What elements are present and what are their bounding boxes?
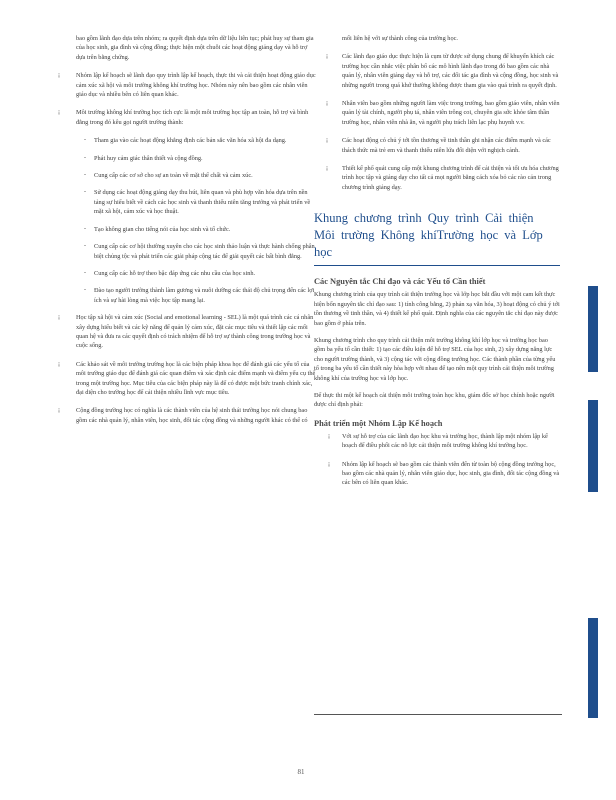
- bullet-marker-icon: ¡: [58, 314, 60, 321]
- bullet-trauma-informed: [314, 136, 560, 155]
- bullet-marker-icon: ¡: [326, 165, 328, 172]
- sub-item-text: Tham gia vào các hoạt động khẳng định các bản sắc văn hóa xã hội đa dạng.: [94, 137, 287, 145]
- accent-bar-bottom: [588, 618, 598, 718]
- bullet-marker-icon: ¡: [328, 432, 330, 439]
- bullet-positive-climate: [58, 108, 318, 127]
- dash-marker-icon: -: [84, 287, 86, 294]
- dash-marker-icon: -: [84, 154, 86, 161]
- section-heading-main: Khung chương trình Quy trình Cải thiện Môi trường Không khíTrường học và Lớp học: [314, 211, 543, 260]
- bullet-school-community: [58, 406, 318, 425]
- bullet-text: Thiết kế phổ quát cung cấp một khung chương trình để cải thiện và tối ưu hóa chương trình học tập và giảng dạy cho tất cả mọi người bằng cách xóa bỏ các rào cản trong chương trình giảng dạy.: [342, 165, 559, 191]
- sub-item-text: Cung cấp các cơ hội thường xuyên cho các học sinh thảo luận và thực hành chống phân biệt chủng tộc và phát triển các giải pháp cộng tác để giải quyết các bất bình đẳng.: [94, 243, 315, 260]
- sub-item: [58, 286, 318, 305]
- bullet-text: Học tập xã hội và cảm xúc (Social and emotional learning - SEL) là một quá trình các cá nhân xây dựng hiểu biết và các kỹ năng để quản lý cảm xúc, đặt các mục tiêu và thiết lập các mối quan hệ và đưa ra các quyết định có trách nhiệm để hỗ trợ sự thành công trong trường học và cuộc sống.: [76, 314, 314, 350]
- page-number: 81: [297, 768, 305, 776]
- subheading-guiding-principles: Các Nguyên tắc Chỉ đạo và các Yếu tố Cần thiết: [314, 277, 486, 287]
- bullet-universal-design: [314, 164, 560, 192]
- paragraph-superintendent: Để thực thi một kế hoạch cải thiện môi trường toàn học khu, giám đốc sở học chính hoặc người được chỉ định phải:: [314, 391, 555, 409]
- left-intro-continued: bao gồm lãnh đạo dựa trên nhóm; ra quyết định dựa trên dữ liệu liên tục; phát huy sự tham gia của học sinh, gia đình và cộng đồng; thực hiện một chuỗi các hoạt động giảng dạy và hỗ trợ dựa trên bằng chứng.: [76, 35, 314, 61]
- sub-item: [58, 225, 318, 234]
- bullet-marker-icon: ¡: [326, 53, 328, 60]
- bullet-marker-icon: ¡: [58, 72, 60, 79]
- bullet-climate-surveys: [58, 360, 318, 398]
- sub-bullet-text: Với sự hỗ trợ của các lãnh đạo học khu và trường học, thành lập một nhóm lập kế hoạch để điều phối các nỗ lực cải thiện môi trường không khí trường học.: [342, 432, 548, 450]
- bullet-text: Nhóm lập kế hoạch sẽ lãnh đạo quy trình lập kế hoạch, thực thi và cải thiện hoạt động giáo dục cảm xúc xã hội và môi trường không khí trường học. Nhóm này nên bao gồm các nhân viên giáo dục và nhiều bên có liên quan khác.: [76, 72, 316, 99]
- bullet-text: Các hoạt động có chủ ý tới tồn thương về tinh thần ghi nhận các điểm mạnh và các thách thức mà trẻ em và thanh thiếu niên lứa đối diện với nghịch cảnh.: [342, 137, 551, 154]
- right-column: [314, 34, 560, 497]
- sub-item-text: Sử dụng các hoạt động giảng dạy thu hút, liên quan và phù hợp văn hóa dựa trên nền tảng sự hiểu biết về cách các học sinh và thanh thiếu niên tăng trưởng và phát triển về mặt xã hội, cảm xúc và học thuật.: [94, 189, 311, 216]
- bullet-marker-icon: ¡: [326, 100, 328, 107]
- sub-item: [58, 136, 318, 145]
- bullet-marker-icon: ¡: [326, 137, 328, 144]
- bullet-marker-icon: ¡: [58, 407, 60, 414]
- accent-bar-top: [588, 286, 598, 372]
- bullet-marker-icon: ¡: [328, 460, 330, 467]
- heading-rule: [314, 265, 560, 266]
- sub-item-text: Đào tạo người trường thành làm gương và nuôi dưỡng các thái độ chủ trọng đến các lợi ích và sự hài lòng mà việc học tập mang lại.: [94, 287, 315, 304]
- sub-item-text: Cung cấp các cơ sở cho sự an toàn về mặt thể chất và cảm xúc.: [94, 172, 253, 180]
- dash-marker-icon: -: [84, 172, 86, 179]
- bullet-sel-definition: [58, 313, 318, 351]
- sub-item-text: Phát huy cảm giác thân thiết và cộng đồng.: [94, 154, 203, 162]
- bottom-divider: [314, 714, 562, 715]
- dash-marker-icon: -: [84, 189, 86, 196]
- sub-item-text: Tạo không gian cho tiếng nói của học sinh và tổ chức.: [94, 225, 231, 233]
- sub-item: [58, 171, 318, 180]
- dash-marker-icon: -: [84, 243, 86, 250]
- paragraph-principles: Khung chương trình của quy trình cải thiện trường học và lớp học bắt đầu với một cam kết thực hiện bốn nguyên tắc chỉ đạo sau: 1) tính công bằng, 2) phản xạ văn hóa, 3) hoạt động có chủ ý tới tồn thương về tinh thần, và 4) thiết kế phổ quát. Định nghĩa của các nguyên tắc chỉ đạo này được bao gồm ở phía trên.: [314, 291, 560, 327]
- accent-bar-middle: [588, 400, 598, 492]
- bullet-text: Nhân viên bao gồm những người làm việc trong trường, bao gồm giáo viên, nhân viên quản lý tài chính, người phụ tá, nhân viên trông coi, chuyên gia sức khỏe tâm thần trường học, nhân viên nhà ăn, và người phụ trách liên lạc phụ huynh v.v.: [342, 100, 560, 126]
- subheading-planning-team: Phát triển một Nhóm Lập Kế hoạch: [314, 418, 443, 428]
- dash-marker-icon: -: [84, 225, 86, 232]
- bullet-text: Các khảo sát về môi trường trường học là các biện pháp khoa học để đánh giá các yếu tố của môi trường giáo dục để đánh giá các quan điểm và xác định các điểm mạnh và điểm yếu cụ thể trong một trường học. Mục tiêu của các biện pháp này là để có được một bức tranh chính xác, đại diện cho trường học để cải thiện nhiều lĩnh vực mục tiêu.: [76, 360, 316, 396]
- sub-bullet: [314, 432, 560, 451]
- left-column: [58, 34, 318, 434]
- sub-bullet-text: Nhóm lập kế hoạch sẽ bao gồm các thành viên đến từ toàn bộ cộng đồng trường học, bao gồm các nhà quản lý, nhân viên giáo dục, học sinh, gia đình, đối tác cộng đồng và các bên có liên quan khác.: [342, 460, 560, 487]
- right-continued-text: mối liên hệ với sự thành công của trường học.: [342, 35, 458, 42]
- sub-item-text: Cung cấp các hỗ trợ theo bậc đáp ứng các nhu cầu của học sinh.: [94, 269, 256, 277]
- sub-bullet: [314, 460, 560, 488]
- bullet-planning-team: [58, 71, 318, 99]
- bullet-marker-icon: ¡: [58, 360, 60, 367]
- bullet-marker-icon: ¡: [58, 109, 60, 116]
- dash-marker-icon: -: [84, 137, 86, 144]
- sub-item: [58, 154, 318, 163]
- bullet-text: Môi trường không khí trường học tích cực là một môi trường học tập an toàn, hỗ trợ và bình đẳng trong đó kêu gọi người trường thành:: [76, 109, 309, 126]
- sub-item: [58, 188, 318, 216]
- bullet-text: Cộng đồng trường học có nghĩa là các thành viên của hệ sinh thái trường học nói chung bao gồm các nhà quản lý, nhân viên, học sinh, đối tác cộng đồng và những người khác có thể có: [76, 407, 308, 424]
- sub-item: [58, 269, 318, 278]
- bullet-text: Các lãnh đạo giáo dục thực hiện là cụm từ được sử dụng chung để khuyến khích các trường học cần nhắc việc phân bổ các mô hình lãnh đạo trong đó bao gồm các nhà quản lý, nhân viên giảng dạy và hỗ trợ, các đối tác gia đình và cộng đồng, học sinh và những người trong quá khứ thường không được tham gia vào quá trình ra quyết định.: [342, 53, 559, 89]
- sub-item: [58, 242, 318, 261]
- bullet-shared-leadership: [314, 52, 560, 90]
- paragraph-essential-elements: Khung chương trình cho quy trình cải thiện môi trường không khí lớp học và trường học bao gồm ba yếu tố cần thiết: 1) tạo các điều kiện để hỗ trợ SEL của học sinh, 2) xây dựng năng lực cho người trường thành, và 3) cộng tác với cộng đồng trường học. Các thành phần của từng yếu tố trong ba yếu tố cần thiết này hòa hợp với nhau để tạo nên một quy trình cải thiện môi trường không khí của trường học và lớp học.: [314, 336, 556, 382]
- bullet-staff: [314, 99, 560, 127]
- dash-marker-icon: -: [84, 269, 86, 276]
